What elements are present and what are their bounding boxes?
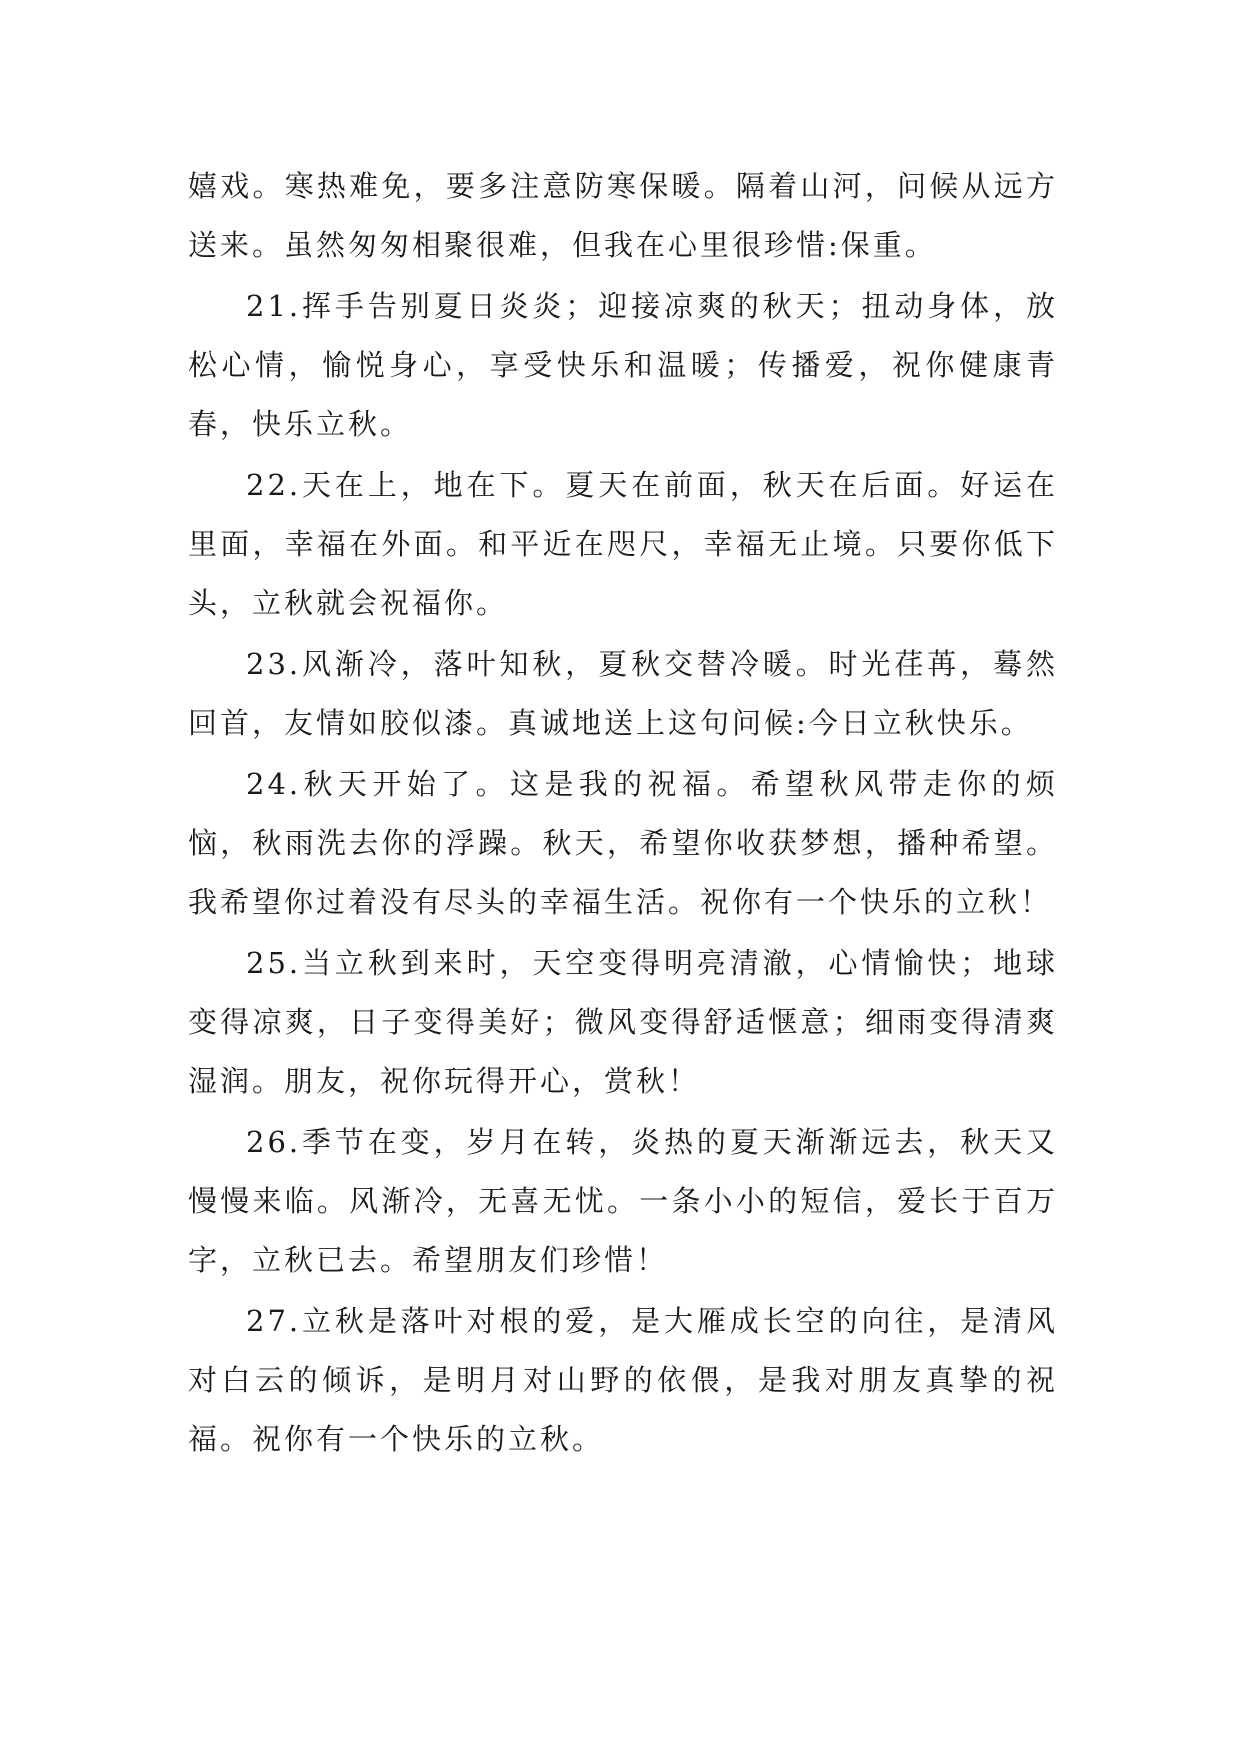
paragraph-continued: 嬉戏。寒热难免，要多注意防寒保暖。隔着山河，问候从远方送来。虽然匆匆相聚很难，但我在心里很珍惜:保重。 — [188, 169, 1058, 262]
paragraph-21: 21.挥手告别夏日炎炎；迎接凉爽的秋天；扭动身体，放松心情，愉悦身心，享受快乐和温暖；传播爱，祝你健康青春，快乐立秋。 — [188, 289, 1058, 441]
paragraph-22: 22.天在上，地在下。夏天在前面，秋天在后面。好运在里面，幸福在外面。和平近在咫尺，幸福无止境。只要你低下头，立秋就会祝福你。 — [188, 468, 1058, 620]
paragraph-25: 25.当立秋到来时，天空变得明亮清澈，心情愉快；地球变得凉爽，日子变得美好；微风变得舒适惬意；细雨变得清爽湿润。朋友，祝你玩得开心，赏秋！ — [188, 946, 1058, 1098]
paragraph-26: 26.季节在变，岁月在转，炎热的夏天渐渐远去，秋天又慢慢来临。风渐冷，无喜无忧。一条小小的短信，爱长于百万字，立秋已去。希望朋友们珍惜！ — [188, 1125, 1058, 1277]
document-body — [188, 157, 1058, 1469]
paragraph-27: 27.立秋是落叶对根的爱，是大雁成长空的向往，是清风对白云的倾诉，是明月对山野的依偎，是我对朋友真挚的祝福。祝你有一个快乐的立秋。 — [188, 1304, 1058, 1456]
paragraph-24: 24.秋天开始了。这是我的祝福。希望秋风带走你的烦恼，秋雨洗去你的浮躁。秋天，希望你收获梦想，播种希望。我希望你过着没有尽头的幸福生活。祝你有一个快乐的立秋！ — [188, 767, 1058, 919]
paragraph-23: 23.风渐冷，落叶知秋，夏秋交替冷暖。时光荏苒，蓦然回首，友情如胶似漆。真诚地送上这句问候:今日立秋快乐。 — [188, 647, 1058, 740]
